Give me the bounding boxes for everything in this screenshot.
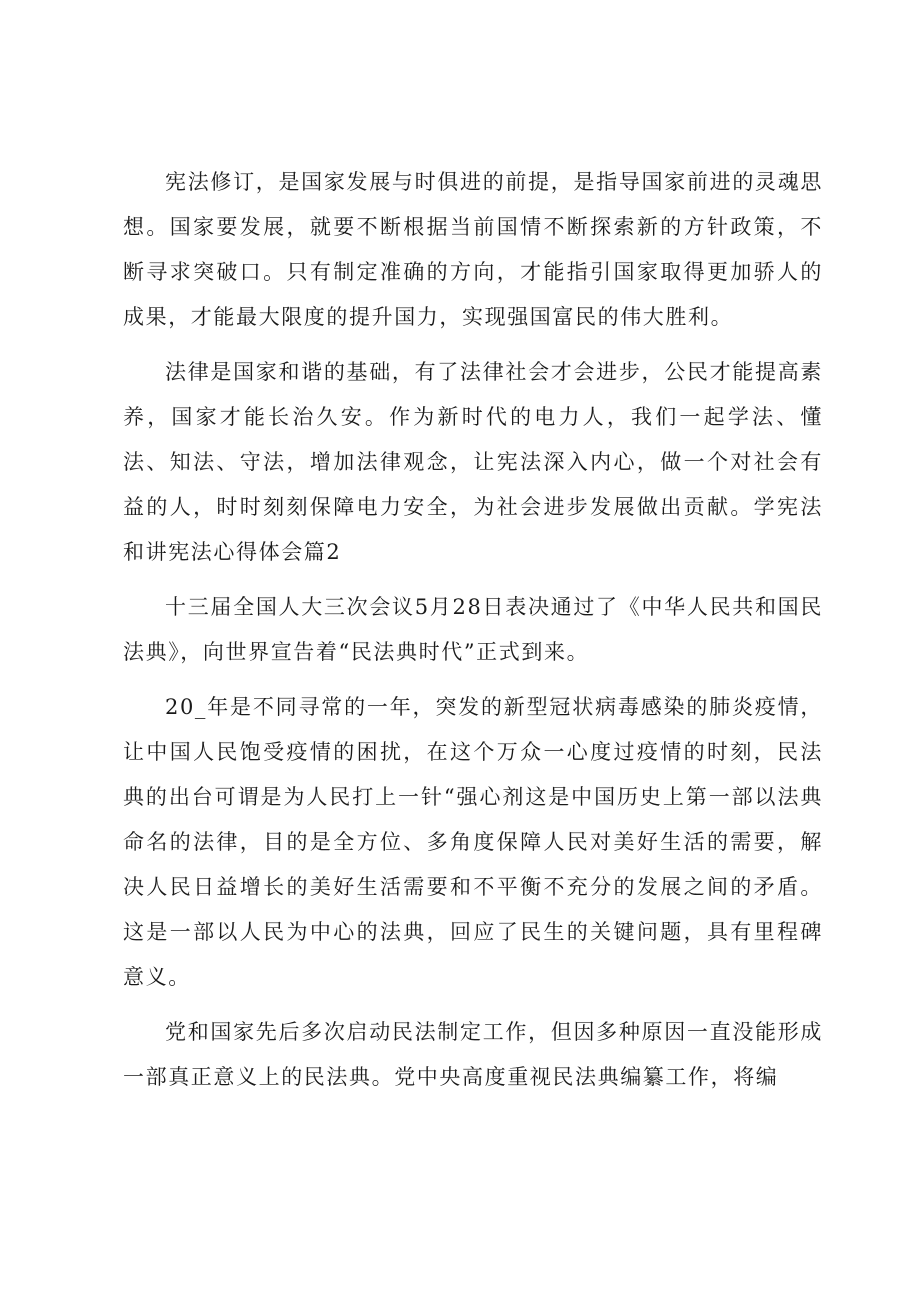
- document-body: [123, 160, 823, 1110]
- paragraph-compilation-history: 党和国家先后多次启动民法制定工作，但因多种原因一直没能形成一部真正意义上的民法典。党中央高度重视民法典编纂工作，将编: [123, 1020, 823, 1089]
- paragraph-law-harmony: 法律是国家和谐的基础，有了法律社会才会进步，公民才能提高素养，国家才能长治久安。作为新时代的电力人，我们一起学法、懂法、知法、守法，增加法律观念，让宪法深入内心，做一个对社会有益的人，时时刻刻保障电力安全，为社会进步发展做出贡献。学宪法和讲宪法心得体会篇2: [123, 360, 823, 564]
- paragraph-civil-code-passed: 十三届全国人大三次会议5月28日表决通过了《中华人民共和国民法典》，向世界宣告着“民法典时代”正式到来。: [123, 595, 823, 664]
- paragraph-constitution-revision: 宪法修订，是国家发展与时俱进的前提，是指导国家前进的灵魂思想。国家要发展，就要不断根据当前国情不断探索新的方针政策，不断寻求突破口。只有制定准确的方向，才能指引国家取得更加骄人的成果，才能最大限度的提升国力，实现强国富民的伟大胜利。: [123, 170, 823, 329]
- paragraph-epidemic-year: 20_年是不同寻常的一年，突发的新型冠状病毒感染的肺炎疫情，让中国人民饱受疫情的困扰，在这个万众一心度过疫情的时刻，民法典的出台可谓是为人民打上一针“强心剂这是中国历史上第一部以法典命名的法律，目的是全方位、多角度保障人民对美好生活的需要，解决人民日益增长的美好生活需要和不平衡不充分的发展之间的矛盾。这是一部以人民为中心的法典，回应了民生的关键问题，具有里程碑意义。: [123, 695, 823, 989]
